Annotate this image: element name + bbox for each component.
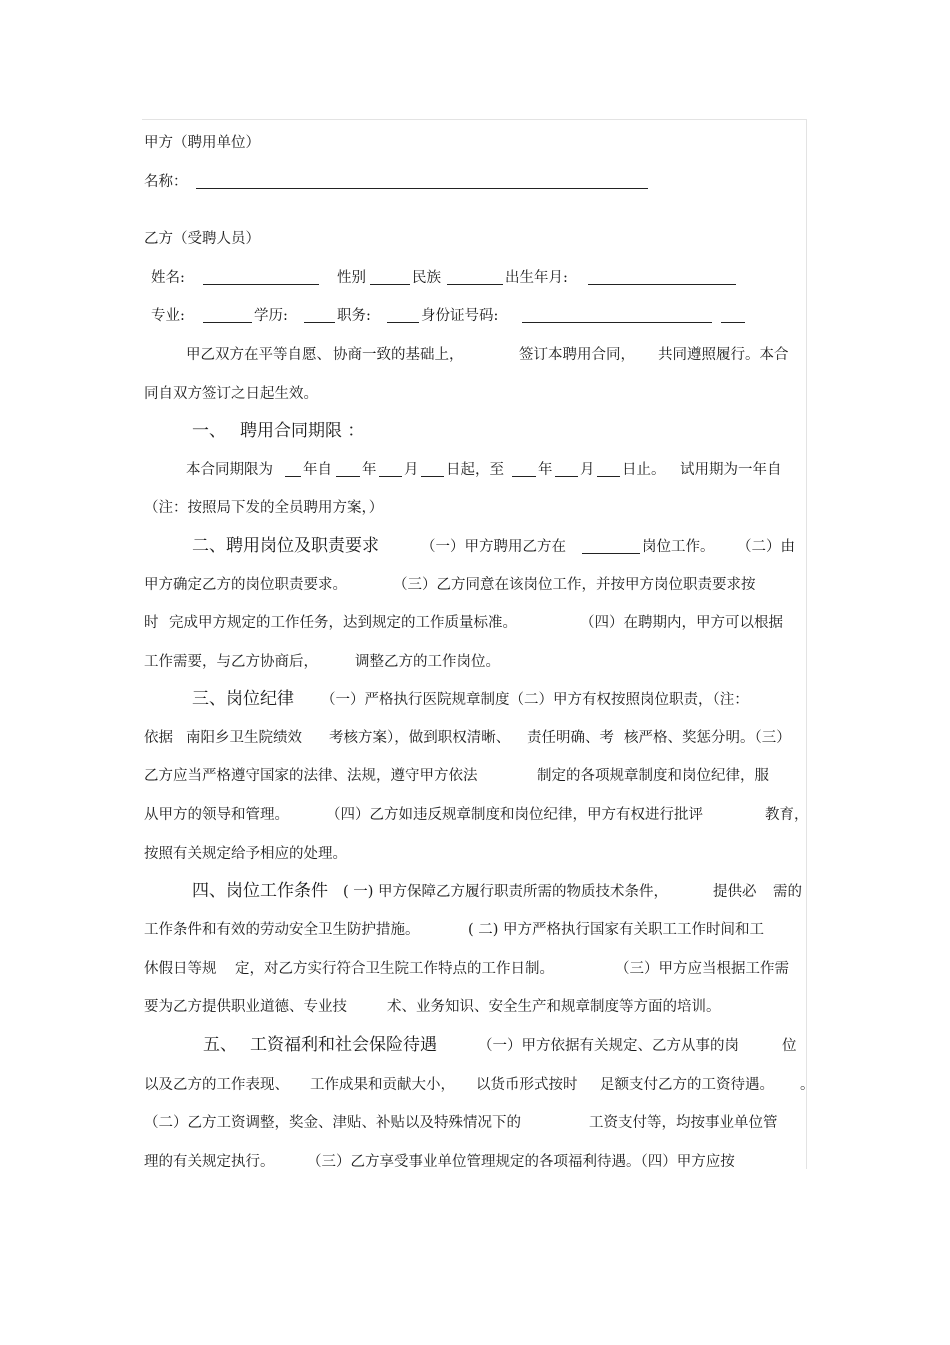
s3-line2-b: 南阳乡卫生院绩效 bbox=[186, 730, 302, 746]
s3-line2-a: 依据 bbox=[144, 730, 173, 746]
s2-line2-a: 甲方确定乙方的岗位职责要求。 bbox=[144, 577, 347, 593]
s4-line2-b: ( 二) 甲方严格执行国家有关职工工作时间和工 bbox=[468, 922, 765, 938]
section-2-title: 二、聘用岗位及职责要求 bbox=[192, 536, 379, 556]
end-day-field[interactable] bbox=[597, 462, 620, 477]
s4-line3-b: 定，对乙方实行符合卫生院工作特点的工作日制。 bbox=[235, 961, 554, 977]
id-label: 身份证号码: bbox=[421, 308, 499, 324]
term-month: 月 bbox=[404, 462, 419, 478]
section-1-number: 一、 bbox=[192, 421, 226, 441]
intro-part-4: 共同遵照履行。本合 bbox=[658, 347, 789, 363]
s5-line3-b: 工资支付等，均按事业单位管 bbox=[589, 1115, 778, 1131]
term-trial: 试用期为一年自 bbox=[680, 462, 782, 478]
s2-line1-a: （一）甲方聘用乙方在 bbox=[421, 539, 566, 555]
ethnicity-field[interactable] bbox=[447, 270, 503, 285]
section-1-title: 聘用合同期限 ： bbox=[240, 421, 365, 441]
section-5-title: 工资福利和社会保险待遇 bbox=[250, 1035, 437, 1055]
term-years-field[interactable] bbox=[285, 462, 301, 477]
s3-line3-b: 制定的各项规章制度和岗位纪律，服 bbox=[537, 768, 769, 784]
s3-line4-c: 教育， bbox=[765, 807, 809, 823]
party-a-name-row bbox=[144, 173, 648, 191]
major-field[interactable] bbox=[203, 308, 252, 323]
gender-field[interactable] bbox=[370, 270, 410, 285]
s2-line3-a: 时 bbox=[144, 615, 159, 631]
s3-line3-a: 乙方应当严格遵守国家的法律、法规，遵守甲方依法 bbox=[144, 768, 478, 784]
s5-line4-a: 理的有关规定执行。 bbox=[144, 1154, 275, 1170]
term-year: 年 bbox=[362, 462, 377, 478]
section-3-title: 三、岗位纪律 bbox=[192, 689, 294, 709]
s2-line3-c: （四）在聘期内，甲方可以根据 bbox=[580, 615, 783, 631]
term-note: （注：按照局下发的全员聘用方案，） bbox=[144, 500, 384, 516]
s5-line1-a: （一）甲方依据有关规定、乙方从事的岗 bbox=[478, 1038, 739, 1054]
s2-line1-c: （二）由 bbox=[737, 539, 795, 555]
start-month-field[interactable] bbox=[379, 462, 402, 477]
term-lead: 本合同期限为 bbox=[186, 462, 273, 478]
education-field[interactable] bbox=[304, 308, 335, 323]
term-day-from: 日起，至 bbox=[446, 462, 504, 478]
s2-line3-b: 完成甲方规定的工作任务，达到规定的工作质量标准。 bbox=[169, 615, 517, 631]
s3-line2-c: 考核方案），做到职权清晰、 bbox=[329, 730, 511, 746]
s4-line3-c: （三）甲方应当根据工作需 bbox=[615, 961, 789, 977]
start-day-field[interactable] bbox=[421, 462, 444, 477]
party-b-heading: 乙方（受聘人员） bbox=[144, 231, 260, 247]
party-a-heading: 甲方（聘用单位） bbox=[144, 135, 260, 151]
id-field-extra[interactable] bbox=[721, 308, 745, 323]
s2-line4-b: 调整乙方的工作岗位。 bbox=[355, 654, 500, 670]
term-month-2: 月 bbox=[580, 462, 595, 478]
s4-line2-a: 工作条件和有效的劳动安全卫生防护措施。 bbox=[144, 922, 420, 938]
s5-line2-e: 。 bbox=[800, 1077, 815, 1093]
s3-line5: 按照有关规定给予相应的处理。 bbox=[144, 846, 347, 862]
intro-part-1: 甲乙双方在平等自愿、 bbox=[186, 347, 331, 363]
start-year-field[interactable] bbox=[336, 462, 360, 477]
term-year-2: 年 bbox=[538, 462, 553, 478]
birth-field[interactable] bbox=[588, 270, 736, 285]
s4-line4-a: 要为乙方提供职业道德、专业技 bbox=[144, 999, 347, 1015]
major-label: 专业: bbox=[151, 308, 185, 324]
s3-line4-b: （四）乙方如违反规章制度和岗位纪律，甲方有权进行批评 bbox=[326, 807, 703, 823]
s5-line3-a: （二）乙方工资调整，奖金、津贴、补贴以及特殊情况下的 bbox=[144, 1115, 521, 1131]
term-day-end: 日止。 bbox=[622, 462, 666, 478]
intro-part-2: 协商一致的基础上， bbox=[333, 347, 464, 363]
s4-line4-b: 术、业务知识、安全生产和规章制度等方面的培训。 bbox=[387, 999, 721, 1015]
position-label: 职务: bbox=[337, 308, 371, 324]
s4-line3-a: 休假日等规 bbox=[144, 961, 217, 977]
party-a-name-field[interactable] bbox=[196, 174, 648, 189]
end-month-field[interactable] bbox=[555, 462, 578, 477]
section-4-title: 四、岗位工作条件 bbox=[192, 881, 328, 901]
party-b-name-label: 姓名: bbox=[151, 270, 185, 286]
post-field[interactable] bbox=[582, 539, 640, 554]
name-field[interactable] bbox=[203, 270, 319, 285]
end-year-field[interactable] bbox=[512, 462, 536, 477]
s3-line2-e: 核严格、奖惩分明。（三） bbox=[624, 730, 791, 746]
gender-label: 性别 bbox=[337, 270, 366, 286]
education-label: 学历: bbox=[254, 308, 288, 324]
id-field[interactable] bbox=[522, 308, 712, 323]
birth-label: 出生年月: bbox=[505, 270, 568, 286]
s5-line2-d: 足额支付乙方的工资待遇。 bbox=[600, 1077, 774, 1093]
s2-line2-b: （三）乙方同意在该岗位工作，并按甲方岗位职责要求按 bbox=[393, 577, 756, 593]
section-5-number: 五、 bbox=[203, 1035, 237, 1055]
s2-line4-a: 工作需要，与乙方协商后， bbox=[144, 654, 318, 670]
s4-line1-a: ( 一) 甲方保障乙方履行职责所需的物质技术条件， bbox=[343, 884, 669, 900]
s4-line1-c: 需的 bbox=[773, 884, 802, 900]
s5-line2-a: 以及乙方的工作表现、 bbox=[144, 1077, 289, 1093]
party-a-name-label: 名称： bbox=[144, 174, 188, 190]
s4-line1-b: 提供必 bbox=[713, 884, 757, 900]
intro-line-2: 同自双方签订之日起生效。 bbox=[144, 386, 318, 402]
ethnicity-label: 民族 bbox=[412, 270, 441, 286]
s3-line4-a: 从甲方的领导和管理。 bbox=[144, 807, 289, 823]
s3-line2-d: 责任明确、考 bbox=[527, 730, 614, 746]
s5-line2-c: 以货币形式按时 bbox=[476, 1077, 578, 1093]
s5-line2-b: 工作成果和贡献大小， bbox=[310, 1077, 455, 1093]
position-field[interactable] bbox=[387, 308, 419, 323]
s5-line4-b: （三）乙方享受事业单位管理规定的各项福利待遇。（四）甲方应按 bbox=[307, 1154, 735, 1170]
term-year-from: 年自 bbox=[303, 462, 332, 478]
intro-part-3: 签订本聘用合同， bbox=[519, 347, 635, 363]
s5-line1-b: 位 bbox=[782, 1038, 797, 1054]
s2-line1-b: 岗位工作。 bbox=[642, 539, 715, 555]
s3-line1: （一）严格执行医院规章制度（二）甲方有权按照岗位职责，（注： bbox=[321, 692, 749, 708]
